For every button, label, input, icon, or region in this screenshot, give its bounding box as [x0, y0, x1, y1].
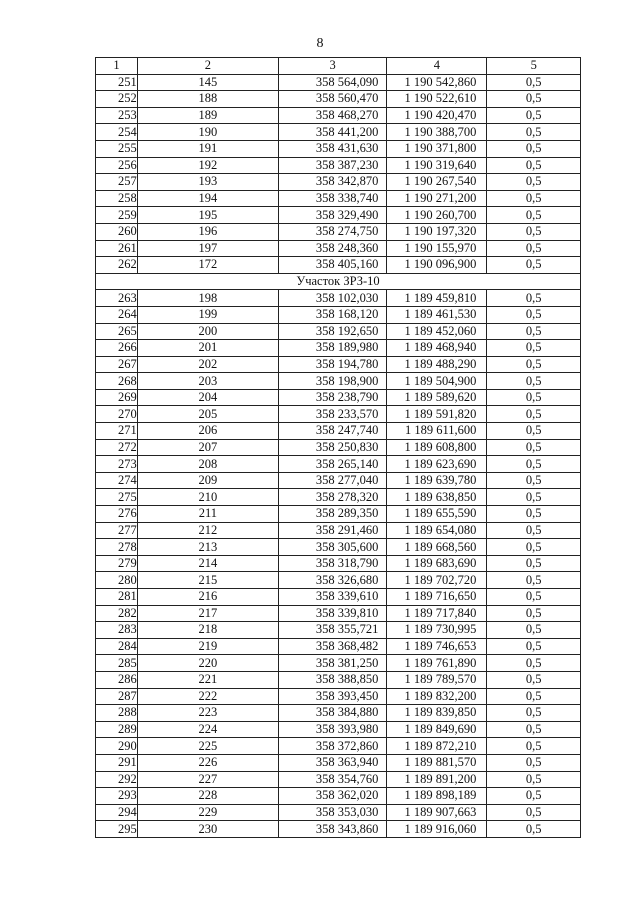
coord-x-cell: 358 274,750 — [278, 223, 387, 240]
accuracy-cell: 0,5 — [487, 207, 581, 224]
table-row — [96, 572, 581, 589]
table-row — [96, 539, 581, 556]
section-row — [96, 273, 581, 290]
coord-y-cell: 1 189 891,200 — [387, 771, 487, 788]
source-number-cell: 145 — [137, 74, 278, 91]
source-number-cell: 190 — [137, 124, 278, 141]
coord-x-cell: 358 564,090 — [278, 74, 387, 91]
point-number-cell: 261 — [96, 240, 138, 257]
point-number-cell: 282 — [96, 605, 138, 622]
accuracy-cell: 0,5 — [487, 821, 581, 838]
table-row — [96, 240, 581, 257]
source-number-cell: 228 — [137, 788, 278, 805]
accuracy-cell: 0,5 — [487, 489, 581, 506]
coord-y-cell: 1 189 504,900 — [387, 373, 487, 390]
coord-y-cell: 1 189 716,650 — [387, 589, 487, 606]
accuracy-cell: 0,5 — [487, 771, 581, 788]
accuracy-cell: 0,5 — [487, 373, 581, 390]
source-number-cell: 221 — [137, 671, 278, 688]
point-number-cell: 291 — [96, 754, 138, 771]
source-number-cell: 212 — [137, 522, 278, 539]
coord-y-cell: 1 189 916,060 — [387, 821, 487, 838]
coord-y-cell: 1 189 461,530 — [387, 306, 487, 323]
accuracy-cell: 0,5 — [487, 506, 581, 523]
source-number-cell: 202 — [137, 356, 278, 373]
point-number-cell: 254 — [96, 124, 138, 141]
point-number-cell: 285 — [96, 655, 138, 672]
coordinates-table — [95, 57, 581, 838]
accuracy-cell: 0,5 — [487, 472, 581, 489]
point-number-cell: 289 — [96, 721, 138, 738]
table-row — [96, 207, 581, 224]
source-number-cell: 189 — [137, 107, 278, 124]
source-number-cell: 216 — [137, 589, 278, 606]
source-number-cell: 199 — [137, 306, 278, 323]
accuracy-cell: 0,5 — [487, 257, 581, 274]
coord-x-cell: 358 338,740 — [278, 190, 387, 207]
coord-x-cell: 358 431,630 — [278, 140, 387, 157]
accuracy-cell: 0,5 — [487, 174, 581, 191]
table-row — [96, 721, 581, 738]
accuracy-cell: 0,5 — [487, 788, 581, 805]
coord-x-cell: 358 387,230 — [278, 157, 387, 174]
coord-y-cell: 1 189 638,850 — [387, 489, 487, 506]
point-number-cell: 266 — [96, 340, 138, 357]
source-number-cell: 197 — [137, 240, 278, 257]
coord-x-cell: 358 468,270 — [278, 107, 387, 124]
header-col-2: 2 — [137, 58, 278, 75]
coord-x-cell: 358 238,790 — [278, 389, 387, 406]
table-row — [96, 140, 581, 157]
table-body — [96, 58, 581, 838]
table-row — [96, 522, 581, 539]
coord-y-cell: 1 189 717,840 — [387, 605, 487, 622]
source-number-cell: 192 — [137, 157, 278, 174]
coord-y-cell: 1 189 849,690 — [387, 721, 487, 738]
coord-x-cell: 358 384,880 — [278, 705, 387, 722]
section-title: Участок ЗРЗ-10 — [96, 273, 581, 290]
point-number-cell: 295 — [96, 821, 138, 838]
coord-y-cell: 1 189 589,620 — [387, 389, 487, 406]
source-number-cell: 225 — [137, 738, 278, 755]
source-number-cell: 222 — [137, 688, 278, 705]
coord-y-cell: 1 190 260,700 — [387, 207, 487, 224]
table-row — [96, 472, 581, 489]
point-number-cell: 273 — [96, 456, 138, 473]
point-number-cell: 260 — [96, 223, 138, 240]
accuracy-cell: 0,5 — [487, 555, 581, 572]
coord-x-cell: 358 342,870 — [278, 174, 387, 191]
source-number-cell: 203 — [137, 373, 278, 390]
table-row — [96, 754, 581, 771]
table-row — [96, 290, 581, 307]
coord-x-cell: 358 318,790 — [278, 555, 387, 572]
source-number-cell: 215 — [137, 572, 278, 589]
point-number-cell: 267 — [96, 356, 138, 373]
coord-x-cell: 358 381,250 — [278, 655, 387, 672]
accuracy-cell: 0,5 — [487, 439, 581, 456]
table-row — [96, 389, 581, 406]
coord-x-cell: 358 277,040 — [278, 472, 387, 489]
coord-y-cell: 1 189 702,720 — [387, 572, 487, 589]
table-row — [96, 655, 581, 672]
point-number-cell: 280 — [96, 572, 138, 589]
source-number-cell: 206 — [137, 423, 278, 440]
accuracy-cell: 0,5 — [487, 423, 581, 440]
coord-y-cell: 1 190 267,540 — [387, 174, 487, 191]
table-row — [96, 190, 581, 207]
source-number-cell: 213 — [137, 539, 278, 556]
table-row — [96, 107, 581, 124]
accuracy-cell: 0,5 — [487, 688, 581, 705]
point-number-cell: 257 — [96, 174, 138, 191]
point-number-cell: 251 — [96, 74, 138, 91]
accuracy-cell: 0,5 — [487, 655, 581, 672]
source-number-cell: 195 — [137, 207, 278, 224]
coord-y-cell: 1 190 420,470 — [387, 107, 487, 124]
coord-y-cell: 1 189 872,210 — [387, 738, 487, 755]
coord-x-cell: 358 198,900 — [278, 373, 387, 390]
coord-y-cell: 1 189 452,060 — [387, 323, 487, 340]
coord-x-cell: 358 189,980 — [278, 340, 387, 357]
point-number-cell: 276 — [96, 506, 138, 523]
point-number-cell: 252 — [96, 91, 138, 108]
source-number-cell: 227 — [137, 771, 278, 788]
source-number-cell: 172 — [137, 257, 278, 274]
source-number-cell: 196 — [137, 223, 278, 240]
accuracy-cell: 0,5 — [487, 638, 581, 655]
source-number-cell: 229 — [137, 804, 278, 821]
coord-y-cell: 1 190 271,200 — [387, 190, 487, 207]
point-number-cell: 262 — [96, 257, 138, 274]
coord-y-cell: 1 189 832,200 — [387, 688, 487, 705]
coord-y-cell: 1 189 611,600 — [387, 423, 487, 440]
table-row — [96, 157, 581, 174]
table-row — [96, 821, 581, 838]
accuracy-cell: 0,5 — [487, 91, 581, 108]
table-row — [96, 804, 581, 821]
coord-y-cell: 1 189 668,560 — [387, 539, 487, 556]
table-header-row — [96, 58, 581, 75]
table-row — [96, 456, 581, 473]
coord-x-cell: 358 265,140 — [278, 456, 387, 473]
accuracy-cell: 0,5 — [487, 240, 581, 257]
source-number-cell: 223 — [137, 705, 278, 722]
coord-y-cell: 1 190 319,640 — [387, 157, 487, 174]
table-row — [96, 439, 581, 456]
accuracy-cell: 0,5 — [487, 622, 581, 639]
table-row — [96, 671, 581, 688]
table-row — [96, 555, 581, 572]
coord-x-cell: 358 194,780 — [278, 356, 387, 373]
coord-x-cell: 358 388,850 — [278, 671, 387, 688]
coord-y-cell: 1 190 388,700 — [387, 124, 487, 141]
coord-x-cell: 358 353,030 — [278, 804, 387, 821]
coord-y-cell: 1 189 789,570 — [387, 671, 487, 688]
table-row — [96, 788, 581, 805]
table-row — [96, 340, 581, 357]
source-number-cell: 198 — [137, 290, 278, 307]
table-row — [96, 688, 581, 705]
source-number-cell: 210 — [137, 489, 278, 506]
coord-y-cell: 1 189 468,940 — [387, 340, 487, 357]
coord-x-cell: 358 168,120 — [278, 306, 387, 323]
table-row — [96, 124, 581, 141]
coord-x-cell: 358 233,570 — [278, 406, 387, 423]
header-col-1: 1 — [96, 58, 138, 75]
coord-x-cell: 358 405,160 — [278, 257, 387, 274]
source-number-cell: 191 — [137, 140, 278, 157]
accuracy-cell: 0,5 — [487, 605, 581, 622]
coord-y-cell: 1 189 639,780 — [387, 472, 487, 489]
accuracy-cell: 0,5 — [487, 157, 581, 174]
accuracy-cell: 0,5 — [487, 223, 581, 240]
point-number-cell: 275 — [96, 489, 138, 506]
coord-x-cell: 358 560,470 — [278, 91, 387, 108]
table-row — [96, 91, 581, 108]
point-number-cell: 286 — [96, 671, 138, 688]
coord-y-cell: 1 189 881,570 — [387, 754, 487, 771]
source-number-cell: 224 — [137, 721, 278, 738]
coord-y-cell: 1 190 542,860 — [387, 74, 487, 91]
accuracy-cell: 0,5 — [487, 705, 581, 722]
coord-x-cell: 358 278,320 — [278, 489, 387, 506]
accuracy-cell: 0,5 — [487, 140, 581, 157]
table-row — [96, 356, 581, 373]
coord-y-cell: 1 189 898,189 — [387, 788, 487, 805]
table-row — [96, 306, 581, 323]
coord-x-cell: 358 248,360 — [278, 240, 387, 257]
point-number-cell: 284 — [96, 638, 138, 655]
source-number-cell: 211 — [137, 506, 278, 523]
point-number-cell: 269 — [96, 389, 138, 406]
point-number-cell: 278 — [96, 539, 138, 556]
coord-x-cell: 358 393,450 — [278, 688, 387, 705]
point-number-cell: 270 — [96, 406, 138, 423]
source-number-cell: 219 — [137, 638, 278, 655]
point-number-cell: 265 — [96, 323, 138, 340]
coord-y-cell: 1 189 655,590 — [387, 506, 487, 523]
point-number-cell: 271 — [96, 423, 138, 440]
point-number-cell: 253 — [96, 107, 138, 124]
accuracy-cell: 0,5 — [487, 107, 581, 124]
table-row — [96, 423, 581, 440]
point-number-cell: 279 — [96, 555, 138, 572]
source-number-cell: 207 — [137, 439, 278, 456]
accuracy-cell: 0,5 — [487, 356, 581, 373]
table-row — [96, 622, 581, 639]
table-row — [96, 257, 581, 274]
coord-x-cell: 358 192,650 — [278, 323, 387, 340]
accuracy-cell: 0,5 — [487, 306, 581, 323]
accuracy-cell: 0,5 — [487, 589, 581, 606]
source-number-cell: 209 — [137, 472, 278, 489]
source-number-cell: 220 — [137, 655, 278, 672]
point-number-cell: 268 — [96, 373, 138, 390]
point-number-cell: 292 — [96, 771, 138, 788]
point-number-cell: 290 — [96, 738, 138, 755]
table-row — [96, 605, 581, 622]
coord-x-cell: 358 372,860 — [278, 738, 387, 755]
coord-x-cell: 358 354,760 — [278, 771, 387, 788]
table-row — [96, 323, 581, 340]
accuracy-cell: 0,5 — [487, 539, 581, 556]
accuracy-cell: 0,5 — [487, 124, 581, 141]
coord-y-cell: 1 190 155,970 — [387, 240, 487, 257]
coord-x-cell: 358 343,860 — [278, 821, 387, 838]
coord-y-cell: 1 189 488,290 — [387, 356, 487, 373]
accuracy-cell: 0,5 — [487, 456, 581, 473]
table-row — [96, 771, 581, 788]
point-number-cell: 288 — [96, 705, 138, 722]
coord-x-cell: 358 291,460 — [278, 522, 387, 539]
source-number-cell: 205 — [137, 406, 278, 423]
coord-y-cell: 1 190 197,320 — [387, 223, 487, 240]
accuracy-cell: 0,5 — [487, 738, 581, 755]
coord-y-cell: 1 189 608,800 — [387, 439, 487, 456]
coord-x-cell: 358 247,740 — [278, 423, 387, 440]
coord-x-cell: 358 441,200 — [278, 124, 387, 141]
source-number-cell: 194 — [137, 190, 278, 207]
page-number: 8 — [316, 36, 324, 51]
point-number-cell: 287 — [96, 688, 138, 705]
header-col-3: 3 — [278, 58, 387, 75]
coord-y-cell: 1 189 623,690 — [387, 456, 487, 473]
source-number-cell: 193 — [137, 174, 278, 191]
source-number-cell: 226 — [137, 754, 278, 771]
accuracy-cell: 0,5 — [487, 389, 581, 406]
table-row — [96, 589, 581, 606]
point-number-cell: 272 — [96, 439, 138, 456]
table-row — [96, 738, 581, 755]
coord-x-cell: 358 362,020 — [278, 788, 387, 805]
table-row — [96, 506, 581, 523]
point-number-cell: 256 — [96, 157, 138, 174]
coord-y-cell: 1 189 730,995 — [387, 622, 487, 639]
accuracy-cell: 0,5 — [487, 671, 581, 688]
accuracy-cell: 0,5 — [487, 572, 581, 589]
table-row — [96, 223, 581, 240]
table-row — [96, 638, 581, 655]
coord-y-cell: 1 190 371,800 — [387, 140, 487, 157]
point-number-cell: 264 — [96, 306, 138, 323]
header-col-4: 4 — [387, 58, 487, 75]
coord-y-cell: 1 189 459,810 — [387, 290, 487, 307]
coord-x-cell: 358 339,610 — [278, 589, 387, 606]
coord-x-cell: 358 250,830 — [278, 439, 387, 456]
source-number-cell: 208 — [137, 456, 278, 473]
coord-y-cell: 1 189 683,690 — [387, 555, 487, 572]
point-number-cell: 293 — [96, 788, 138, 805]
source-number-cell: 188 — [137, 91, 278, 108]
source-number-cell: 200 — [137, 323, 278, 340]
coord-y-cell: 1 189 761,890 — [387, 655, 487, 672]
header-col-5: 5 — [487, 58, 581, 75]
coord-x-cell: 358 102,030 — [278, 290, 387, 307]
point-number-cell: 294 — [96, 804, 138, 821]
source-number-cell: 201 — [137, 340, 278, 357]
coord-y-cell: 1 190 522,610 — [387, 91, 487, 108]
table-row — [96, 174, 581, 191]
point-number-cell: 255 — [96, 140, 138, 157]
table-row — [96, 489, 581, 506]
source-number-cell: 230 — [137, 821, 278, 838]
coord-x-cell: 358 326,680 — [278, 572, 387, 589]
accuracy-cell: 0,5 — [487, 721, 581, 738]
coord-x-cell: 358 339,810 — [278, 605, 387, 622]
coord-y-cell: 1 190 096,900 — [387, 257, 487, 274]
source-number-cell: 218 — [137, 622, 278, 639]
coord-x-cell: 358 289,350 — [278, 506, 387, 523]
accuracy-cell: 0,5 — [487, 190, 581, 207]
coord-y-cell: 1 189 591,820 — [387, 406, 487, 423]
accuracy-cell: 0,5 — [487, 804, 581, 821]
coord-x-cell: 358 363,940 — [278, 754, 387, 771]
point-number-cell: 274 — [96, 472, 138, 489]
point-number-cell: 277 — [96, 522, 138, 539]
table-row — [96, 705, 581, 722]
source-number-cell: 217 — [137, 605, 278, 622]
coord-y-cell: 1 189 654,080 — [387, 522, 487, 539]
table-row — [96, 406, 581, 423]
coord-x-cell: 358 393,980 — [278, 721, 387, 738]
coord-y-cell: 1 189 839,850 — [387, 705, 487, 722]
accuracy-cell: 0,5 — [487, 290, 581, 307]
coord-y-cell: 1 189 907,663 — [387, 804, 487, 821]
accuracy-cell: 0,5 — [487, 754, 581, 771]
accuracy-cell: 0,5 — [487, 74, 581, 91]
point-number-cell: 281 — [96, 589, 138, 606]
point-number-cell: 263 — [96, 290, 138, 307]
coord-y-cell: 1 189 746,653 — [387, 638, 487, 655]
coord-x-cell: 358 368,482 — [278, 638, 387, 655]
accuracy-cell: 0,5 — [487, 323, 581, 340]
source-number-cell: 214 — [137, 555, 278, 572]
table-row — [96, 373, 581, 390]
point-number-cell: 258 — [96, 190, 138, 207]
point-number-cell: 259 — [96, 207, 138, 224]
accuracy-cell: 0,5 — [487, 406, 581, 423]
source-number-cell: 204 — [137, 389, 278, 406]
table-row — [96, 74, 581, 91]
coord-x-cell: 358 305,600 — [278, 539, 387, 556]
accuracy-cell: 0,5 — [487, 340, 581, 357]
accuracy-cell: 0,5 — [487, 522, 581, 539]
coord-x-cell: 358 355,721 — [278, 622, 387, 639]
point-number-cell: 283 — [96, 622, 138, 639]
coord-x-cell: 358 329,490 — [278, 207, 387, 224]
